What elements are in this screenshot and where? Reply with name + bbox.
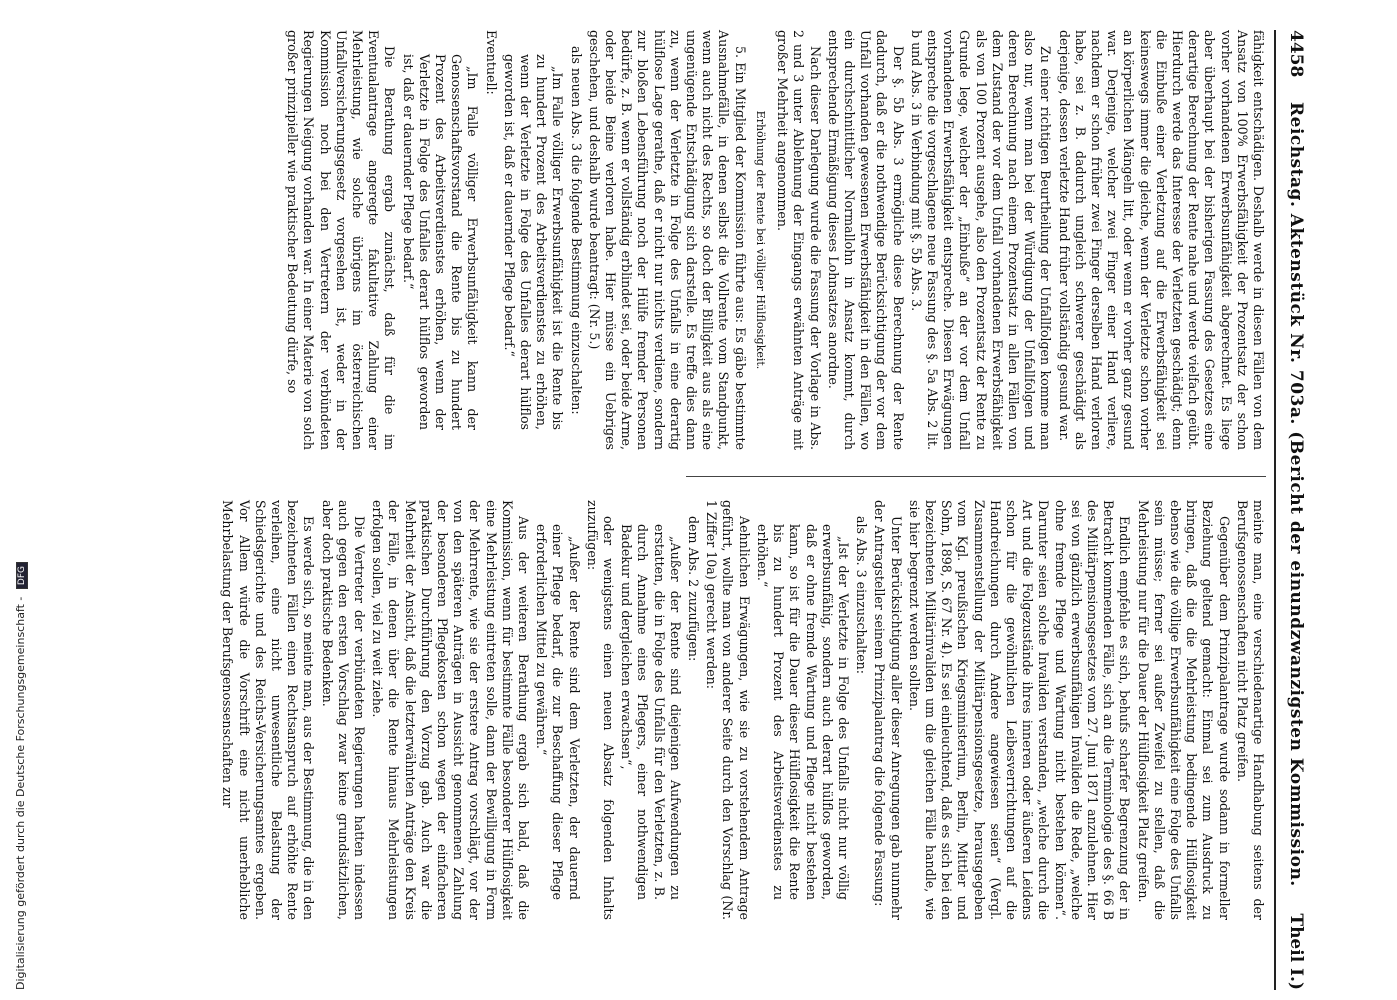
- dfg-logo: DFG: [16, 562, 28, 589]
- paragraph: Unter Berücksichtigung aller dieser Anregungen gab nunmehr der Antragsteller seinem Prinzipalantrag die folgende Fassung:: [872, 500, 904, 920]
- paragraph: als Abs. 3 einzuschalten:: [854, 516, 870, 675]
- quoted-proposal: „Ist der Verletzte in Folge des Unfalls nicht nur völlig erwerbsunfähig, sondern auch derart hülflos geworden, daß er ohne fremde Wartung und Pflege nicht bestehen kann, so ist für die Dauer dieser Hülflosigkeit die Rente bis zu hundert Prozent des Arbeitsverdienstes zu erhöhen.“: [754, 524, 851, 900]
- header-rule: [1274, 30, 1276, 990]
- quoted-proposal: „Außer der Rente sind dem Verletzten, der dauernd einer Pflege bedarf, die zur Beschaffung dieser Pflege erforderlichen Mittel zu gewähren.“: [534, 524, 582, 900]
- paragraph: Aehnlichen Erwägungen, wie sie zu vorstehendem Antrage geführt, wollte man von anderer Seite durch den Vorschlag (Nr. 1 Ziffer 10a) gerecht werden:: [704, 500, 752, 920]
- rotated-page: [80, 30, 1310, 990]
- paragraph: Die Vertreter der verbündeten Regierungen hatten indessen auch gegen den ersten Vorschlag zwar keine grundsätzlichen, aber doch praktische Bedenken.: [319, 500, 368, 920]
- paragraph: als neuen Abs. 3 die folgende Bestimmung einzuschalten:: [568, 46, 584, 415]
- quoted-proposal: „Außer der Rente sind diejenigen Aufwendungen zu erstatten, die in Folge des Unfalls für den Verletzten, z. B. durch Annahme eines Pflegers, einer nothwendigen Badekur und dergleichen erwachsen“,: [619, 524, 683, 900]
- paragraph: 5. Ein Mitglied der Kommission führte aus: Es gäbe bestimmte Ausnahmefälle, in denen selbst die Vollrente vom Standpunkt, wenn auch nicht des Rechts, so doch der Billigkeit aus als eine ungenügende Entschädigung sich darstelle. Es treffe dies dann zu, wenn der Verletzte in Folge des Unfalls in eine derartig hülflose Lage gerathe, daß er nicht nur nichts verdiene, sondern zur bloßen Lebensführung noch der Hülfe fremder Personen bedürfe, z. B. wenn er vollständig erblindet sei, oder beide Arme, oder beide Beine verloren habe. Hier müsse ein Uebriges geschehen, und deshalb wurde beantragt: (Nr. 5.): [586, 30, 748, 450]
- paragraph: oder wenigstens einen neuen Absatz folgenden Inhalts zuzufügen:: [584, 500, 617, 920]
- part-label: Theil I.): [1286, 913, 1306, 990]
- left-column: [282, 30, 1266, 450]
- section-subheading: Erhöhung der Rente bei völliger Hülflosigkeit.: [753, 110, 767, 370]
- paragraph: Nach dieser Darlegung wurde die Fassung der Vorlage in Abs. 2 und 3 unter Ablehnung der Eingangs erwähnten Anträge mit großer Mehrheit angenommen.: [775, 30, 823, 450]
- paragraph: Eventuell:: [483, 30, 499, 95]
- paragraph: Es werde sich, so meinte man, aus der Bestimmung, die in den bezeichneten Fällen einen Rechtsanspruch auf erhöhte Rente verleihen, eine nicht unwesentliche Belastung der Schiedsgerichte und des Reichs-Versicherungsamtes ergeben. Vor Allem würde die Vorschrift eine nicht unerhebliche Mehrbelastung der Berufsgenossenschaften zur: [220, 500, 317, 920]
- digitization-credit: [14, 562, 28, 990]
- paragraph: meinte man, eine verschiedenartige Handhabung seitens der Berufsgenossenschaften nicht Platz greifen.: [1234, 500, 1266, 920]
- paragraph: Endlich empfehle es sich, behufs scharfer Begrenzung der in Betracht kommenden Fälle, sich an die Terminologie des §. 66 B des Militärpensionsgesetzes vom 27. Juni 1871 anzulehnen. Hier sei von gänzlich erwerbsunfähigen Invaliden die Rede, „welche ohne fremde Pflege und Wartung nicht bestehen können“. Darunter seien solche Invaliden verstanden, „welche durch die Art und die Folgezustände ihres inneren oder äußeren Leidens schon für die gewöhnlichen Leibesverrichtungen auf die Handreichungen durch Andere angewiesen seien“ (Vergl. Zusammenstellung der Militärpensionsgesetze, herausgegeben vom Kgl. preußischen Kriegsministerium, Berlin, Mittler und Sohn, 1898, S. 67 Nr. 4). Es sei einleuchtend, daß es sich bei den bezeichneten Militärinvaliden um die gleichen Fälle handle, wie sie hier begrenzt werden sollten.: [906, 500, 1133, 920]
- paragraph: fähigkeit entschädigen. Deshalb werde in diesen Fällen von dem Ansatz von 100% Erwerbsfähigkeit der Prozentsatz der schon vorher vorhandenen Erwerbsunfähigkeit abgerechnet. Es liege aber überhaupt bei der bisherigen Fassung des Gesetzes eine derartige Berechnung der Rente nahe und werde vielfach geübt. Hierdurch werde das Interesse der Verletzten geschädigt; denn die Einbuße einer Verletzung auf die Erwerbsfähigkeit sei keineswegs immer die gleiche, wenn der Verletzte schon vorher an körperlichen Mängeln litt, oder wenn er vorher ganz gesund war. Derjenige, welcher zwei Finger einer Hand verliere, nachdem er schon früher zwei Finger derselben Hand verloren habe, sei z. B. dadurch ungleich schwerer geschädigt als derjenige, dessen verletzte Hand früher vollständig gesund war.: [1056, 30, 1266, 450]
- paragraph: Der §. 5b Abs. 3 ermögliche diese Berechnung der Rente dadurch, daß er die nothwendige Berücksichtigung der vor dem Unfall vorhanden gewesenen Erwerbsfähigkeit in den Fällen, wo ein durchschnittlicher Normallohn in Ansatz kommt, durch entsprechende Ermäßigung dieses Lohnsatzes anordne.: [825, 30, 906, 450]
- paragraph: dem Abs. 2 zuzufügen:: [686, 516, 702, 662]
- quoted-proposal: „Im Falle völliger Erwerbsunfähigkeit kann der Genossenschaftsvorstand die Rente bis zu hundert Prozent des Arbeitsverdienstes erhöhen, wenn der Verletzte in Folge des Unfalles derart hülflos geworden ist, daß er dauernder Pflege bedarf.“: [400, 54, 481, 430]
- paragraph: Die Berathung ergab zunächst, daß für die im Eventualantrage angeregte fakultative Zahlung einer Mehrleistung, wie solche übrigens im österreichischen Unfallversicherungsgesetz vorgesehen ist, weder in der Kommission noch bei den Vertretern der verbündeten Regierungen Neigung vorhanden war. In einer Materie von solch großer prinzipieller wie praktischer Bedeutung dürfe, so: [285, 30, 398, 450]
- paragraph: Gegenüber dem Prinzipalantrage wurde sodann in formeller Beziehung geltend gemacht: Einmal sei zum Ausdruck zu bringen, daß die die Mehrleistung bedingende Hülflosigkeit ebenso wie die völlige Erwerbsunfähigkeit eine Folge des Unfalls sein müsse; ferner sei außer Zweifel zu stellen, daß die Mehrleistung nur für die Dauer der Hülflosigkeit Platz greifen.: [1135, 500, 1232, 920]
- paragraph: Aus der weiteren Berathung ergab sich bald, daß die Kommission, wenn für bestimmte Fälle besonderer Hülflosigkeit eine Mehrleistung eintreten solle, dann der Bewilligung in Form der Mehrrente, wie sie der erstere Antrag vorschlägt, vor der von den späteren Anträgen in Aussicht genommenen Zahlung der besonderen Pflegekosten schon wegen der einfacheren praktischen Durchführung den Vorzug gab. Auch war die Mehrheit der Ansicht, daß die letzterwähnten Anträge den Kreis der Fälle, in denen über die Rente hinaus Mehrleistungen erfolgen sollen, viel zu weit ziehe.: [370, 500, 532, 920]
- quoted-proposal: „Im Falle völliger Erwerbsunfähigkeit ist die Rente bis zu hundert Prozent des Arbeitsverdienstes zu erhöhen, wenn der Verletzte in Folge des Unfalles derart hülflos geworden ist, daß er dauernder Pflege bedarf.“: [501, 54, 566, 430]
- credit-text: Digitalisierung gefördert durch die Deutsche Forschungsgemeinschaft -: [14, 596, 27, 990]
- running-title: Reichstag. Aktenstück Nr. 703a. (Bericht der einundzwanzigsten Kommission.: [1286, 102, 1306, 887]
- page-number: 4458: [1286, 30, 1306, 78]
- page-header: [1278, 30, 1310, 990]
- column-divider: [686, 476, 1266, 477]
- paragraph: Zu einer richtigen Beurtheilung der Unfallfolgen komme man also nur, wenn man bei der Würdigung der Unfallfolgen und deren Berechnung nach einem Prozentsatz in allen Fällen von dem Zustand der vor dem Unfall vorhandenen Erwerbsfähigkeit als von 100 Prozent ausgehe, also den Prozentsatz der Rente zu Grunde lege, welcher der „Einbuße“ an der vor dem Unfall vorhandenen Erwerbsfähigkeit entspreche. Diesen Erwägungen entspreche die vorgeschlagene neue Fassung des §. 5a Abs. 2 lit. b und Abs. 3 in Verbindung mit §. 5b Abs. 3.: [908, 30, 1054, 450]
- right-column: [217, 500, 1266, 920]
